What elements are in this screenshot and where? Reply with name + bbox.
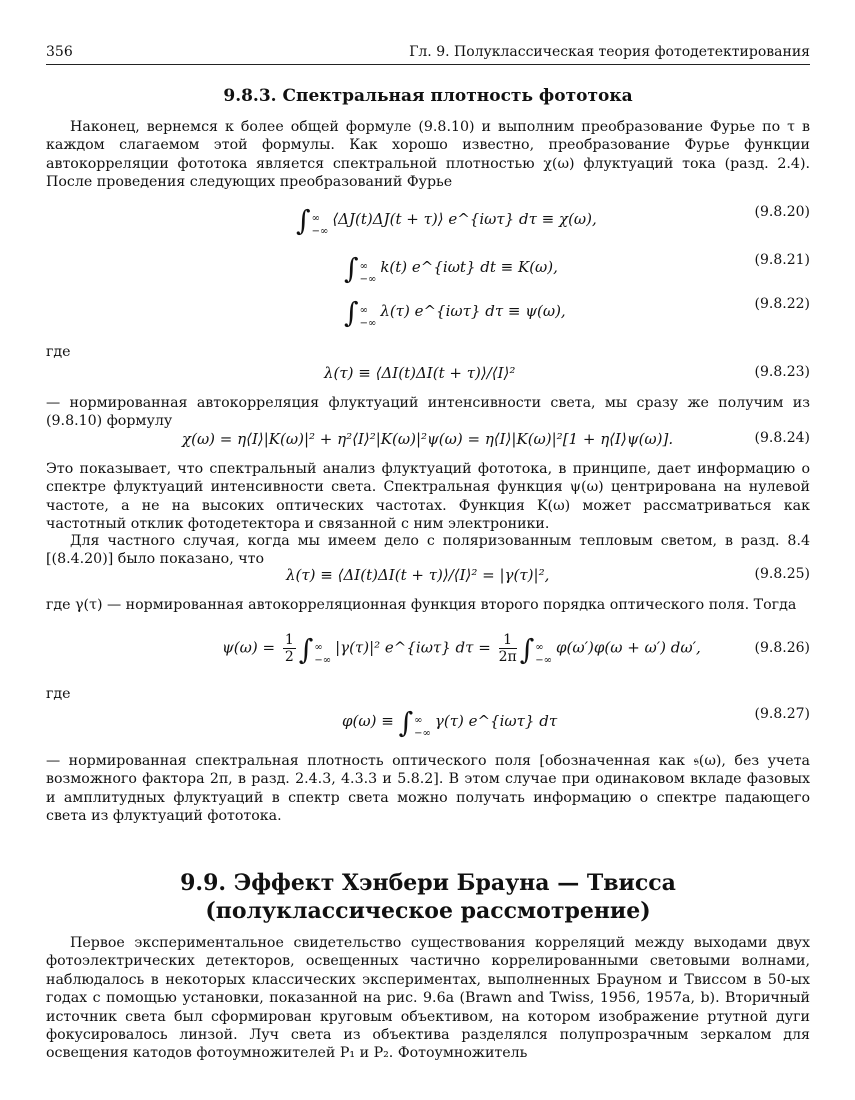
section-title-line1: 9.9. Эффект Хэнбери Брауна — Твисса	[180, 870, 676, 896]
section-title-line2: (полуклассическое рассмотрение)	[205, 898, 651, 924]
running-header	[46, 42, 810, 65]
equation-number: (9.8.26)	[754, 640, 810, 656]
equation-number: (9.8.23)	[754, 364, 810, 380]
subsection-title: 9.8.3. Спектральная плотность фототока	[223, 86, 633, 106]
integral-limits: ∞ −∞	[359, 261, 377, 285]
paragraph: — нормированная спектральная плотность оптического поля [обозначенная как 𝔰(ω), без учета возможного фактора 2π, в разд. 2.4.3, 4.3.3 и 5.8.2]. В этом случае при одинаковом вкладе фазовых и амплитудных флуктуаций в спектр света можно получать информацию о спектре падающего света из флуктуаций фототока.	[46, 753, 810, 825]
paragraph: Первое экспериментальное свидетельство существования корреляций между выходами двух фотоэлектрических детекторов, освещенных частично коррелированными световыми волнами, наблюдалось в некоторых классических экспериментах, выполненных Брауном и Твиссом в 50-ых годах с помощью установки, показанной на рис. 9.6а (Brawn and Twiss, 1956, 1957a, b). Вторичный источник света был сформирован круговым объективом, на котором изображение ртутной дуги фокусировалось линзой. Луч света из объектива разделялся полупрозрачным зеркалом для освещения катодов фотоумножителей P₁ и P₂. Фотоумножитель	[46, 935, 810, 1062]
integral-sign: ∫	[519, 632, 535, 666]
equation	[46, 360, 810, 390]
paragraph: где γ(τ) — нормированная автокорреляционная функция второго порядка оптического поля. Тогда	[46, 597, 797, 613]
equation-number: (9.8.24)	[754, 430, 810, 446]
integral-limits: ∞ −∞	[414, 715, 431, 739]
paragraph: — нормированная автокорреляция флуктуаций интенсивности света, мы сразу же получим из (9.8.10) формулу	[46, 395, 810, 430]
equation-number: (9.8.22)	[754, 296, 810, 312]
equation-number: (9.8.27)	[754, 706, 810, 722]
equation-number: (9.8.21)	[754, 252, 810, 268]
equation-body: λ(τ) ≡ ⟨ΔI(t)ΔI(t + τ)⟩/⟨I⟩²	[324, 364, 516, 382]
integral-sign: ∫	[298, 632, 314, 666]
paragraph: Наконец, вернемся к более общей формуле (9.8.10) и выполним преобразование Фурье по τ в каждом слагаемом этой формулы. Как хорошо известно, преобразование Фурье функции автокорреляции фототока является спектральной плотностью χ(ω) флуктуаций тока (разд. 2.4). После проведения следующих преобразований Фурье	[46, 119, 810, 191]
where-label: где	[46, 686, 71, 702]
fraction: $\frac{1}{2}$	[284, 632, 294, 665]
paragraph: Это показывает, что спектральный анализ флуктуаций фототока, в принципе, дает информацию о спектре флуктуаций интенсивности света. Спектральная функция ψ(ω) центрирована на нулевой частоте, а не на высоких оптических частотах. Функция K(ω) может рассматриваться как частотный отклик фотодетектора и связанной с ним электроники.	[46, 461, 810, 533]
integral-sign: ∫	[296, 204, 311, 237]
equation-number: (9.8.25)	[754, 566, 810, 582]
integral-sign: ∫	[398, 706, 414, 739]
running-title: Гл. 9. Полуклассическая теория фотодетектирования	[409, 44, 810, 60]
equation-number: (9.8.20)	[754, 204, 810, 220]
equation	[46, 562, 810, 592]
fraction: $\frac{1}{2\pi}$	[498, 632, 517, 665]
equation	[46, 200, 810, 237]
integral-limits: ∞ −∞	[314, 641, 332, 666]
integral-limits: ∞ −∞	[359, 305, 377, 329]
equation: φ(ω) ≡ ∫ ∞ −∞ γ(τ) e^{iωτ} dτ (9.8.27)	[342, 706, 810, 739]
equation-body: ⟨ΔJ(t)ΔJ(t + τ)⟩ e^{iωτ} dτ ≡ χ(ω),	[332, 210, 597, 228]
integral-limits: ∞ −∞	[311, 213, 329, 237]
equation	[46, 248, 810, 285]
equation: ψ(ω) = $\frac{1}{2}$ ∫ ∞ −∞ |γ(τ)|² e^{iωτ} dτ = $\frac{1}{2\pi}$ ∫ ∞ −∞ φ(ω′)φ(ω + ω′) dω′, (9.8.26)	[222, 632, 810, 666]
equation-body: χ(ω) = η⟨I⟩|K(ω)|² + η²⟨I⟩²|K(ω)|²ψ(ω) = η⟨I⟩|K(ω)|²[1 + η⟨I⟩ψ(ω)].	[182, 430, 674, 448]
where-label: где	[46, 344, 71, 360]
integral-sign: ∫	[344, 252, 359, 285]
integral-limits: ∞ −∞	[535, 641, 552, 666]
equation-body: λ(τ) e^{iωτ} dτ ≡ ψ(ω),	[380, 302, 566, 320]
equation	[46, 292, 810, 329]
paragraph: Для частного случая, когда мы имеем дело с поляризованным тепловым светом, в разд. 8.4 [(8.4.20)] было показано, что	[46, 533, 810, 568]
equation	[46, 426, 810, 456]
equation-body: λ(τ) ≡ ⟨ΔI(t)ΔI(t + τ)⟩/⟨I⟩² = |γ(τ)|²,	[286, 566, 550, 584]
integral-sign: ∫	[344, 296, 359, 329]
equation-body: k(t) e^{iωt} dt ≡ K(ω),	[380, 258, 558, 276]
page-number: 356	[46, 44, 73, 60]
section-title	[46, 869, 810, 925]
